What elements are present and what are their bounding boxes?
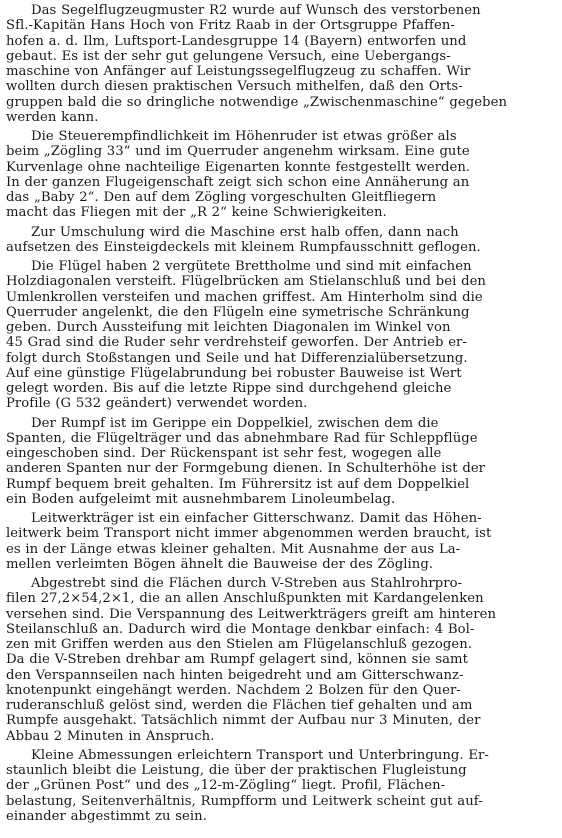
paragraph-summary [6,748,557,824]
text-line: Steilanschluß an. Dadurch wird die Montage denkbar einfach: 4 Bol- [6,621,475,637]
text-line: Die Steuerempfindlichkeit im Höhenruder ist etwas größer als [31,129,457,144]
paragraph-wings [6,259,557,412]
text-line: Profile (G 532 geändert) verwendet worden. [6,396,308,412]
text-line: Zur Umschulung wird die Maschine erst halb offen, dann nach [31,224,459,240]
text-line: Das Segelflugzeugmuster R2 wurde auf Wunsch des verstorbenen [31,3,481,18]
paragraph-training [6,225,557,256]
paragraph-intro [6,3,557,125]
text-line: staunlich bleibt die Leistung, die über der praktischen Flugleistung [6,763,467,778]
text-line: mellen verleimten Bögen ähnelt die Bauweise der des Zögling. [6,556,434,572]
text-line: Abbau 2 Minuten in Anspruch. [6,728,215,744]
text-line: In der ganzen Flugeigenschaft zeigt sich schon eine Annäherung an [6,174,470,190]
text-line: geben. Durch Aussteifung mit leichten Diagonalen im Winkel von [6,320,451,335]
text-line: Querruder angelenkt, die den Flügeln eine symetrische Schränkung [6,304,470,320]
text-line: eingeschoben sind. Der Rückenspant ist sehr fest, wogegen alle [6,446,442,461]
text-line: aufsetzen des Einsteigdeckels mit kleinem Rumpfausschnitt geflogen. [6,239,481,255]
text-line: macht das Fliegen mit der „R 2“ keine Schwierigkeiten. [6,205,387,221]
text-line: Holzdiagonalen versteift. Flügelbrücken am Stielanschluß und bei den [6,274,486,290]
text-line: maschine von Anfänger auf Leistungssegelflugzeug zu schaffen. Wir [6,64,471,79]
text-line: Auf eine günstige Flügelabrundung bei robuster Bauweise ist Wert [6,365,462,381]
text-line: wollten durch diesen praktischen Versuch mithelfen, daß den Orts- [6,79,463,95]
paragraph-steering [6,129,557,221]
text-line: es in der Länge etwas kleiner gehalten. Mit Ausnahme der aus La- [6,541,461,557]
text-line: Kurvenlage ohne nachteilige Eigenarten konnte festgestellt werden. [6,159,471,175]
text-line: belastung, Seitenverhältnis, Rumpfform und Leitwerk scheint gut auf- [6,793,483,809]
text-line: versehen sind. Die Verspannung des Leitwerkträgers greift am hinteren [6,606,497,622]
text-line: knotenpunkt eingehängt werden. Nachdem 2 Bolzen für den Quer- [6,682,461,698]
text-line: beim „Zögling 33“ und im Querruder angenehm wirksam. Eine gute [6,144,470,160]
text-line: Umlenkrollen versteifen und machen griffest. Am Hinterholm sind die [6,289,483,305]
text-line: anderen Spanten nur der Formgebung dienen. In Schulterhöhe ist der [6,461,486,477]
text-line: 45 Grad sind die Ruder sehr verdrehsteif geworfen. Der Antrieb er- [6,335,467,351]
text-line: Da die V-Streben drehbar am Rumpf gelagert sind, können sie samt [6,652,468,668]
text-line: leitwerk beim Transport nicht immer abgenommen werden braucht, ist [6,526,492,542]
text-line: gebaut. Es ist der sehr gut gelungene Versuch, eine Uebergangs- [6,48,451,64]
text-line: folgt durch Stoßstangen und Seile und hat Differenzialübersetzung. [6,350,468,366]
text-line: Leitwerkträger ist ein einfacher Gitterschwanz. Damit das Höhen- [31,511,482,526]
text-line: das „Baby 2“. Den auf dem Zögling vorgeschulten Gleitfliegern [6,190,437,205]
text-line: Sfl.-Kapitän Hans Hoch von Fritz Raab in der Ortsgruppe Pfaffen- [6,18,455,34]
text-line: Der Rumpf ist im Gerippe ein Doppelkiel, zwischen dem die [31,415,439,431]
text-line: filen 27,2×54,2×1, die an allen Anschlußpunkten mit Kardangelenken [6,591,484,607]
paragraph-fuselage [6,416,557,508]
text-line: einander abgestimmt zu sein. [6,808,207,824]
text-line: ruderanschluß gelöst sind, werden die Flächen tief gehalten und am [6,698,473,713]
paragraph-struts [6,576,557,744]
text-line: gruppen bald die so dringliche notwendige „Zwischenmaschine“ gegeben [6,94,507,110]
text-line: hofen a. d. Ilm, Luftsport-Landesgruppe 14 (Bayern) entworfen und [6,33,467,49]
text-line: zen mit Griffen werden aus den Stielen am Flügelanschluß gezogen. [6,637,473,652]
text-line: gelegt worden. Bis auf die letzte Rippe sind durchgehend gleiche [6,381,452,396]
text-line: Spanten, die Flügelträger und das abnehmbare Rad für Schleppflüge [6,430,478,446]
text-line: Rumpf bequem breit gehalten. Im Führersitz ist auf dem Doppelkiel [6,476,470,492]
text-line: ein Boden aufgeleimt mit ausnehmbarem Linoleumbelag. [6,491,396,507]
text-line: werden kann. [6,109,99,125]
text-line: Rumpfe ausgehakt. Tatsächlich nimmt der Aufbau nur 3 Minuten, der [6,713,481,729]
text-line: Abgestrebt sind die Flächen durch V-Streben aus Stahlrohrpro- [31,576,463,591]
paragraph-tail [6,511,557,572]
text-line: Kleine Abmessungen erleichtern Transport und Unterbringung. Er- [31,747,489,763]
text-line: Die Flügel haben 2 vergütete Brettholme und sind mit einfachen [31,259,472,274]
text-line: der „Grünen Post“ und des „12-m-Zögling“ liegt. Profil, Flächen- [6,778,446,794]
text-line: den Verspannseilen nach hinten beigedreht und am Gitterschwanz- [6,667,464,683]
